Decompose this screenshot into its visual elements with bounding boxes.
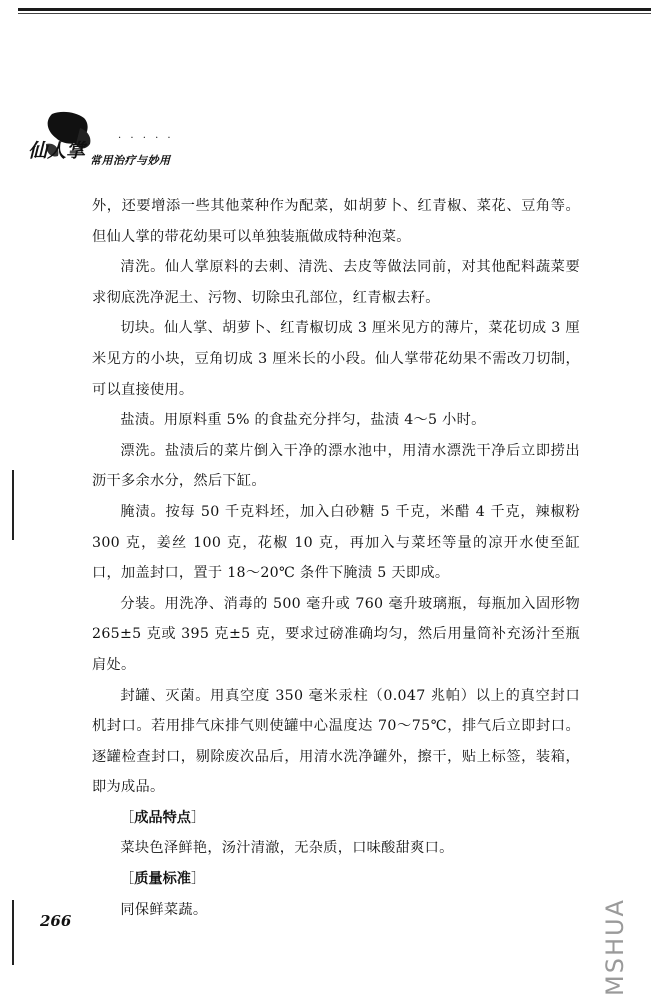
logo-title: 仙人掌 — [28, 140, 86, 162]
section-heading-quality-standard: ［质量标准］ — [120, 871, 206, 888]
paragraph-packing: 分装。用洗净、消毒的 500 毫升或 760 毫升玻璃瓶，每瓶加入固形物 265±5 克或 395 克±5 克，要求过磅准确均匀，然后用量筒补充汤汁至瓶肩处。 — [92, 595, 580, 673]
paragraph-salting: 盐渍。用原料重 5% 的食盐充分拌匀，盐渍 4～5 小时。 — [120, 412, 486, 429]
section-text-quality-standard: 同保鲜菜蔬。 — [120, 901, 208, 918]
paragraph-rinsing: 漂洗。盐渍后的菜片倒入干净的漂水池中，用清水漂洗干净后立即捞出沥干多余水分，然后下缸。 — [92, 442, 580, 490]
top-border-thin-rule — [18, 13, 651, 14]
paragraph-cutting: 切块。仙人掌、胡萝卜、红青椒切成 3 厘米见方的薄片，菜花切成 3 厘米见方的小块，豆角切成 3 厘米长的小段。仙人掌带花幼果不需改刀切制，可以直接使用。 — [92, 320, 580, 398]
paragraph-sealing: 封罐、灭菌。用真空度 350 毫米汞柱（0.047 兆帕）以上的真空封口机封口。若用排气床排气则使罐中心温度达 70～75℃，排气后立即封口。逐罐检查封口，剔除废次品后，用清水洗净罐外，擦干，贴上标签，装箱，即为成品。 — [92, 687, 580, 796]
page-number: 266 — [40, 912, 72, 930]
logo-subtitle: 常用治疗与妙用 — [90, 154, 171, 167]
section-text-product-features: 菜块色泽鲜艳，汤汁清澈，无杂质，口味酸甜爽口。 — [120, 840, 454, 857]
watermark: MSHUA — [601, 898, 629, 996]
scan-edge-mark-lower — [12, 900, 14, 965]
logo-dots: . . . . . — [118, 130, 174, 141]
paragraph-pickling: 腌渍。按每 50 千克料坯，加入白砂糖 5 千克，米醋 4 千克，辣椒粉 300 克，姜丝 100 克，花椒 10 克，再加入与菜坯等量的凉开水使至缸口，加盖封口，置于 18～20℃ 条件下腌渍 5 天即成。 — [92, 503, 580, 582]
top-border-rule — [18, 8, 651, 11]
book-header-logo — [22, 108, 212, 178]
section-heading-product-features: ［成品特点］ — [120, 809, 206, 826]
paragraph-washing: 清洗。仙人掌原料的去刺、清洗、去皮等做法同前，对其他配料蔬菜要求彻底洗净泥土、污物、切除虫孔部位，红青椒去籽。 — [92, 259, 580, 306]
scan-edge-mark — [12, 470, 14, 540]
paragraph-continuation: 外，还要增添一些其他菜种作为配菜，如胡萝卜、红青椒、菜花、豆角等。但仙人掌的带花幼果可以单独装瓶做成特种泡菜。 — [92, 198, 580, 245]
page-body — [92, 191, 580, 925]
